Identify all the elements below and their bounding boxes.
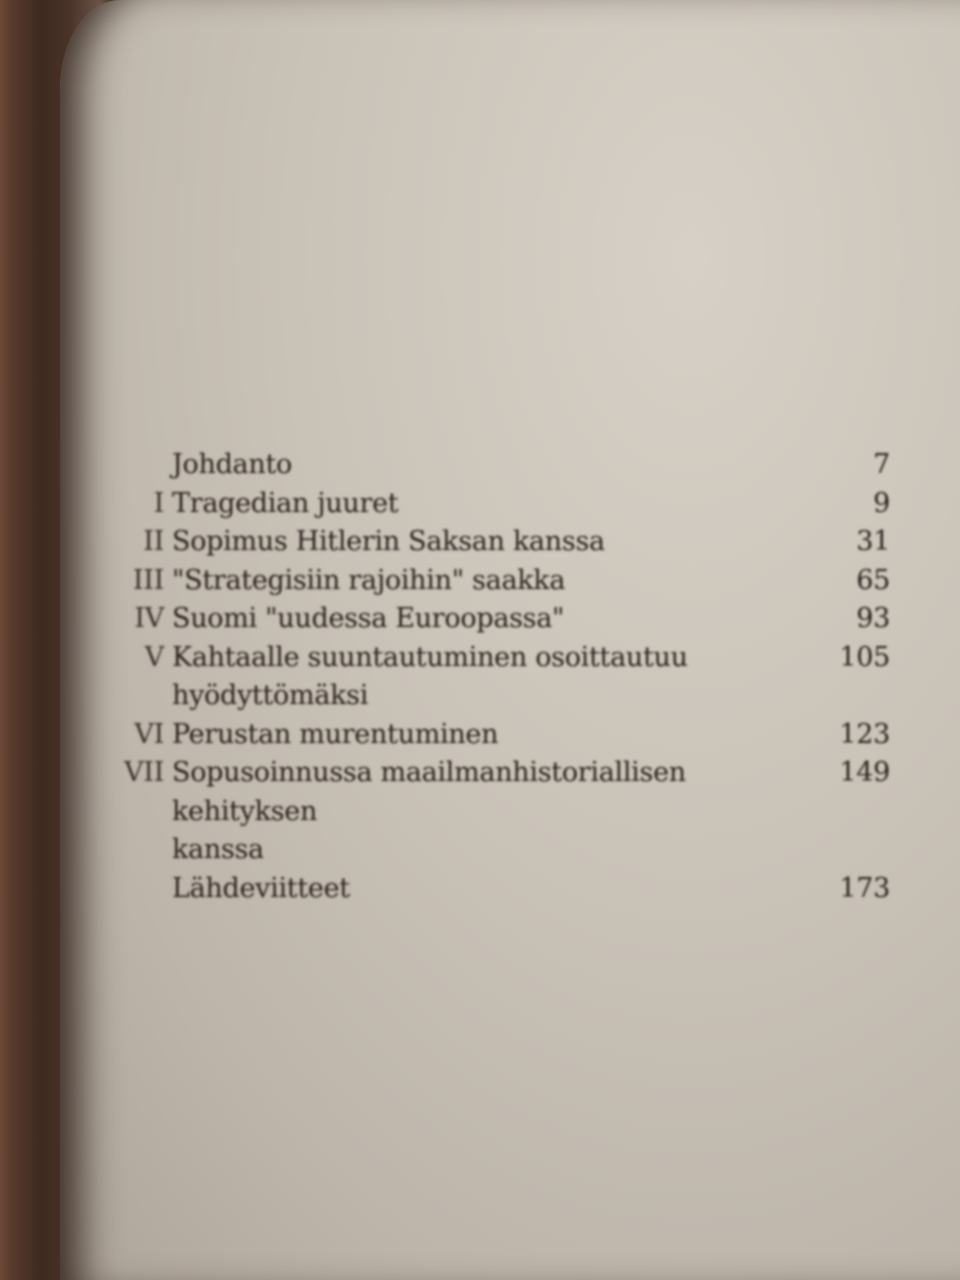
toc-entry-6 xyxy=(100,716,890,755)
page-number: 9 xyxy=(873,487,890,519)
chapter-title-line: Sopimus Hitlerin Saksan kanssa xyxy=(172,526,605,557)
chapter-number: III xyxy=(132,564,164,596)
chapter-title xyxy=(172,485,818,524)
page-number: 93 xyxy=(856,603,890,634)
page-number: 31 xyxy=(856,526,890,557)
toc-entry-lahdeviitteet xyxy=(100,870,890,909)
chapter-title xyxy=(172,446,818,485)
chapter-title-line: "Strategisiin rajoihin" saakka xyxy=(172,564,566,596)
chapter-number: II xyxy=(143,526,164,557)
chapter-title xyxy=(172,562,818,601)
page-number: 65 xyxy=(856,564,890,596)
page-number: 173 xyxy=(839,872,890,904)
page-number: 105 xyxy=(839,641,890,673)
chapter-title-line: Suomi "uudessa Euroopassa" xyxy=(172,603,565,634)
toc-entry-7 xyxy=(100,754,890,870)
toc-entry-2 xyxy=(100,523,890,562)
page-number: 7 xyxy=(873,449,890,480)
toc-entry-johdanto xyxy=(100,446,890,485)
chapter-title-line: Perustan murentuminen xyxy=(172,718,499,750)
chapter-number: IV xyxy=(134,603,164,634)
chapter-title-line: Kahtaalle suuntautuminen osoittautuu xyxy=(172,641,688,673)
chapter-title xyxy=(172,639,818,716)
chapter-number: VII xyxy=(124,757,164,788)
chapter-title-line: Johdanto xyxy=(172,449,292,480)
chapter-title-line: Sopusoinnussa maailmanhistoriallisen kehityksen xyxy=(172,757,686,827)
page-number: 149 xyxy=(839,757,890,788)
toc-entry-1 xyxy=(100,485,890,524)
chapter-title xyxy=(172,523,818,562)
chapter-title xyxy=(172,870,818,909)
chapter-title xyxy=(172,716,818,755)
toc-entry-5 xyxy=(100,639,890,716)
page-number: 123 xyxy=(839,718,890,750)
chapter-title-line: hyödyttömäksi xyxy=(172,680,369,711)
chapter-title xyxy=(172,600,818,639)
toc-entry-4 xyxy=(100,600,890,639)
chapter-title-line: Lähdeviitteet xyxy=(172,872,350,904)
chapter-title xyxy=(172,754,818,870)
chapter-title-line: kanssa xyxy=(172,834,264,865)
table-of-contents xyxy=(100,446,890,908)
toc-entry-3 xyxy=(100,562,890,601)
chapter-number: VI xyxy=(134,718,164,750)
chapter-number: I xyxy=(153,487,164,519)
chapter-title-line: Tragedian juuret xyxy=(172,487,399,519)
chapter-number: V xyxy=(144,641,164,673)
